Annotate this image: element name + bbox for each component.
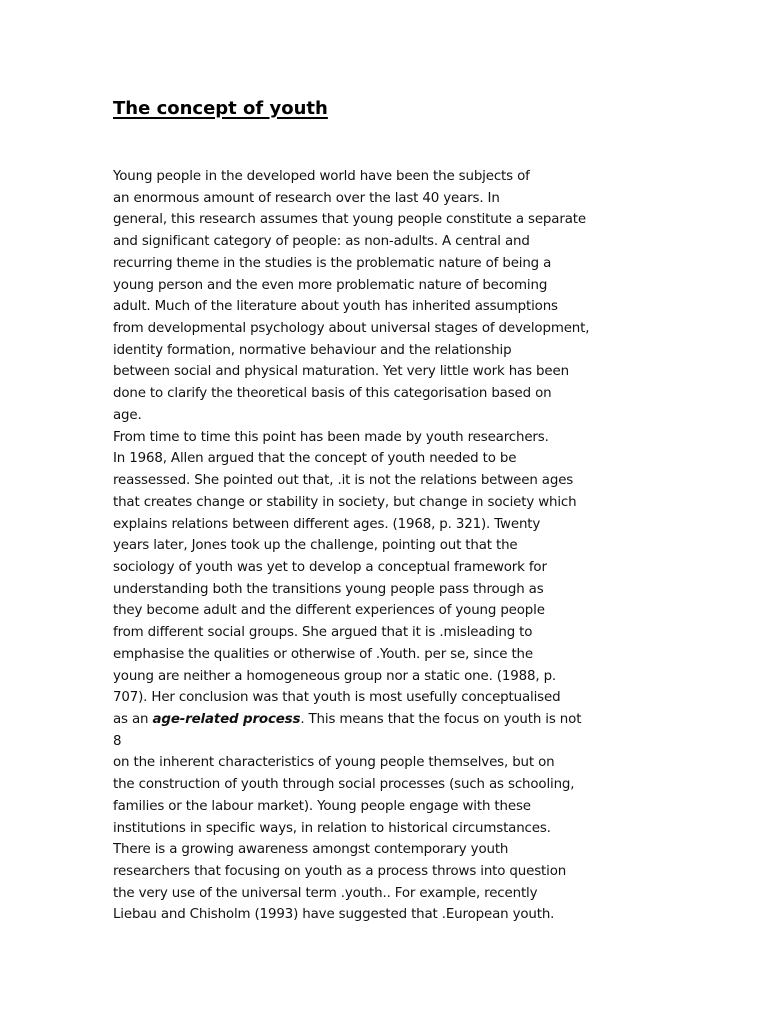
text-line: 707). Her conclusion was that youth is most usefully conceptualised — [113, 690, 561, 706]
text-line: institutions in specific ways, in relation to historical circumstances. — [113, 820, 551, 836]
text-line: researchers that focusing on youth as a process throws into question — [113, 864, 567, 879]
text-line: done to clarify the theoretical basis of this categorisation based on — [113, 386, 552, 402]
text-line: age. — [113, 407, 142, 423]
text-line: young are neither a homogeneous group nor a static one. (1988, p. — [113, 668, 557, 684]
text-line: From time to time this point has been made by youth researchers. — [113, 429, 549, 445]
text-line: young person and the even more problematic nature of becoming — [113, 277, 548, 293]
text-run: . This means that the focus on youth is not — [300, 711, 582, 727]
text-line: from developmental psychology about universal stages of development, — [113, 321, 590, 337]
text-line: reassessed. She pointed out that, .it is not the relations between ages — [113, 473, 574, 489]
text-line: the very use of the universal term .youth.. For example, recently — [113, 885, 538, 901]
text-line: between social and physical maturation. Yet very little work has been — [113, 364, 569, 380]
text-line-with-emphasis — [113, 709, 633, 731]
text-line: families or the labour market). Young people engage with these — [113, 798, 531, 814]
text-line: explains relations between different ages. (1968, p. 321). Twenty — [113, 516, 541, 532]
text-line: from different social groups. She argued that it is .misleading to — [113, 625, 533, 641]
text-line: and significant category of people: as non-adults. A central and — [113, 234, 530, 250]
text-line: that creates change or stability in society, but change in society which — [113, 494, 577, 510]
text-line: emphasise the qualities or otherwise of .Youth. per se, since the — [113, 646, 533, 662]
text-line: sociology of youth was yet to develop a conceptual framework for — [113, 559, 547, 575]
text-line: Liebau and Chisholm (1993) have suggested that .European youth. — [113, 907, 555, 923]
body-text — [113, 166, 633, 926]
text-line: Young people in the developed world have been the subjects of — [113, 169, 530, 184]
text-line: identity formation, normative behaviour and the relationship — [113, 342, 512, 358]
text-line: general, this research assumes that young people constitute a separate — [113, 212, 586, 228]
page-number: 8 — [113, 733, 122, 749]
text-line: on the inherent characteristics of young people themselves, but on — [113, 755, 555, 771]
text-line: In 1968, Allen argued that the concept of youth needed to be — [113, 451, 517, 467]
emphasized-term: age-related process — [152, 711, 301, 727]
text-line: years later, Jones took up the challenge, pointing out that the — [113, 538, 518, 554]
text-line: adult. Much of the literature about youth has inherited assumptions — [113, 299, 558, 315]
text-line: they become adult and the different experiences of young people — [113, 603, 545, 619]
text-line: recurring theme in the studies is the problematic nature of being a — [113, 255, 552, 271]
text-line: an enormous amount of research over the last 40 years. In — [113, 190, 500, 206]
text-line: understanding both the transitions young people pass through as — [113, 581, 544, 597]
text-line: the construction of youth through social processes (such as schooling, — [113, 777, 575, 793]
text-line: There is a growing awareness amongst contemporary youth — [113, 842, 509, 858]
text-run: as an — [113, 711, 153, 727]
page-title: The concept of youth — [113, 98, 328, 119]
